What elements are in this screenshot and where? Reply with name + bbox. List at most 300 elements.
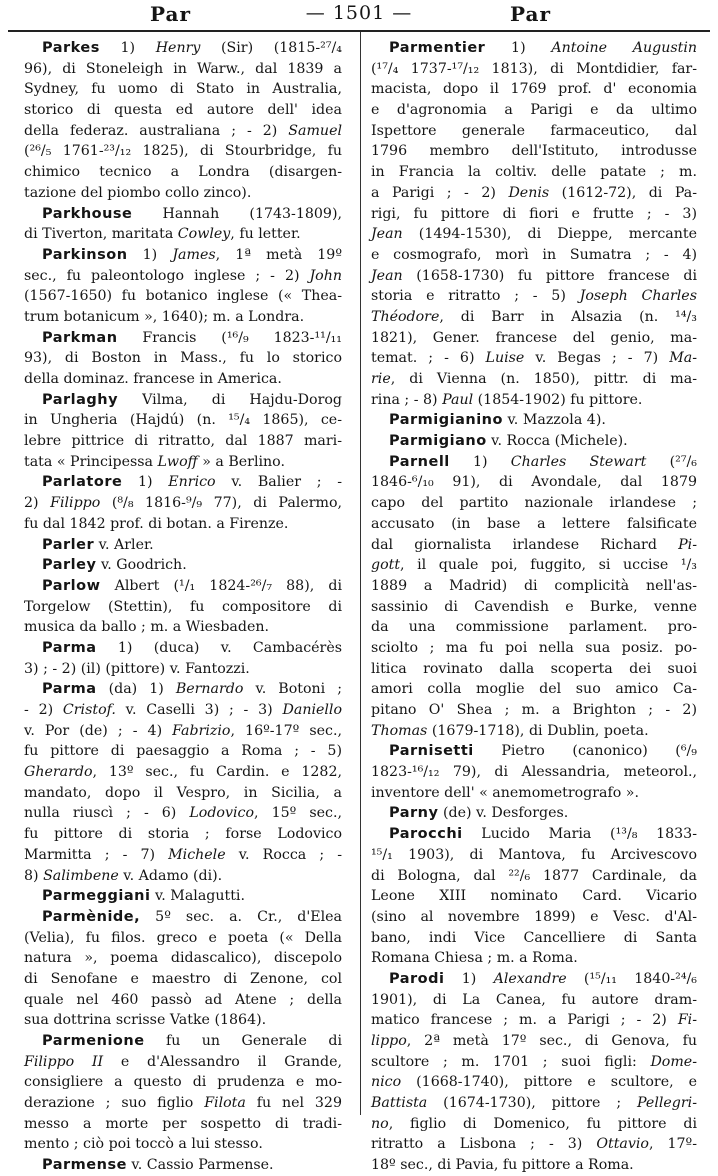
text-line	[24, 762, 342, 783]
text-segment: , 17º-	[648, 1136, 697, 1153]
text-segment: rigi, fu pittore di fiori e frutte ; - 3)	[371, 205, 697, 222]
text-line	[24, 121, 342, 142]
italic-text: rie	[371, 371, 391, 387]
text-line	[371, 431, 697, 452]
text-segment: consigliere a questo di prudenza e mo-	[24, 1074, 342, 1091]
text-segment: (1494-1530), di Dieppe, mercante	[402, 226, 697, 243]
text-line	[24, 928, 342, 949]
text-segment: messo a morte per sospetto di tradi-	[24, 1115, 342, 1132]
text-segment: storia e ritratto ; - 5)	[371, 288, 580, 305]
text-segment: e cosmografo, morì in Sumatra ; - 4)	[371, 246, 697, 263]
text-segment: (²⁶/₅ 1761-²³/₁₂ 1825), di Stourbridge, fu	[24, 143, 342, 160]
text-line	[24, 948, 342, 969]
headword: Parmense	[42, 1157, 127, 1174]
text-segment: , figlio di Domenico, fu pittore di	[388, 1115, 697, 1132]
text-segment: (1567-1650) fu botanico inglese (« Thea-	[24, 288, 342, 305]
text-line	[371, 659, 697, 680]
headword: Parkinson	[42, 246, 128, 263]
text-segment: sciolto ; ma fu poi nella sua posiz. po-	[371, 639, 697, 656]
text-segment: in Ungheria (Hajdú) (n. ¹⁵/₄ 1865), ce-	[24, 412, 342, 429]
text-line	[24, 1114, 342, 1135]
header-rule	[8, 30, 710, 32]
text-line	[24, 1134, 342, 1155]
text-line	[371, 307, 697, 328]
text-line	[371, 535, 697, 556]
text-line	[371, 700, 697, 721]
text-segment: 93), di Boston in Mass., fu lo storico	[24, 350, 342, 367]
italic-text: Dome-	[650, 1053, 697, 1070]
text-segment: trum botanicum », 1640); m. a Londra.	[24, 308, 305, 325]
text-line	[371, 824, 697, 845]
text-line	[371, 162, 697, 183]
text-segment: natura », poema didascalico), discepolo	[24, 950, 342, 967]
text-line	[371, 845, 697, 866]
text-segment: , 16º-17º sec.,	[230, 722, 342, 739]
text-segment: 5º sec. a. Cr., d'Elea	[140, 908, 342, 925]
text-segment: accusato (in base a lettere falsificate	[371, 515, 697, 532]
text-segment: della dominaz. francese in America.	[24, 371, 282, 387]
text-line	[24, 493, 342, 514]
text-segment: 1)	[127, 246, 173, 263]
text-segment: (sino al novembre 1899) e Vesc. d'Al-	[371, 908, 697, 925]
text-segment: quale nel 460 passò ad Atene ; della	[24, 991, 342, 1008]
text-line	[371, 638, 697, 659]
text-line	[371, 886, 697, 907]
text-segment: v. Rocca ; -	[225, 846, 342, 863]
italic-text: Cristof.	[62, 702, 116, 718]
italic-text: Ottavio	[596, 1136, 649, 1153]
text-segment: scultore ; m. 1701 ; suoi figli:	[371, 1053, 651, 1070]
text-line	[24, 286, 342, 307]
headword: Parma	[42, 681, 97, 698]
text-line	[371, 783, 697, 804]
text-line	[371, 369, 697, 390]
text-segment: fu dal 1842 prof. di botan. a Firenze.	[24, 515, 289, 532]
text-line	[24, 79, 342, 100]
text-line	[371, 1155, 697, 1176]
italic-text: Ma-	[669, 350, 697, 367]
italic-text: Jean	[371, 267, 403, 284]
text-segment: 3) ; - 2) (il) (pittore) v. Fantozzi.	[24, 660, 250, 677]
text-line	[24, 410, 342, 431]
italic-text: Michele	[168, 846, 226, 863]
italic-text: Filippo	[50, 495, 101, 512]
text-line	[24, 679, 342, 700]
text-segment: 1901), di La Canea, fu autore dram-	[371, 991, 697, 1008]
text-line	[371, 328, 697, 349]
text-segment: , di Vienna (n. 1850), pittr. di ma-	[390, 371, 697, 387]
text-segment: v. Adamo (di).	[118, 867, 223, 884]
text-segment: bano, indi Vice Cancelliere di Santa	[371, 929, 697, 946]
text-line	[371, 576, 697, 597]
text-line	[371, 121, 697, 142]
text-segment: musica da ballo ; m. a Wiesbaden.	[24, 619, 269, 636]
text-segment: amori colla moglie del suo amico Ca-	[371, 681, 697, 698]
text-segment: rina ; - 8)	[371, 391, 443, 408]
text-segment: di Senofane e maestro di Zenone, col	[24, 970, 342, 987]
text-line	[24, 328, 342, 349]
text-segment: , fu letter.	[230, 226, 301, 243]
text-segment: v. Botoni ;	[243, 681, 342, 698]
italic-text: Gherardo	[24, 764, 93, 781]
text-line	[24, 162, 342, 183]
text-segment: (1854-1902) fu pittore.	[473, 391, 643, 408]
text-segment: 1889 a Madrid) di complicità nell'as-	[371, 577, 697, 594]
text-line	[24, 886, 342, 907]
text-line	[371, 514, 697, 535]
text-segment: sua dottrina scrisse Vatke (1864).	[24, 1012, 267, 1029]
text-segment: inventore dell' « anemometrografo ».	[371, 784, 639, 801]
text-line	[371, 410, 697, 431]
text-line	[24, 245, 342, 266]
text-line	[24, 617, 342, 638]
header-right-guideword: Par	[510, 2, 551, 26]
text-line	[371, 224, 697, 245]
headword: Parkman	[42, 329, 118, 346]
header-left-guideword: Par	[150, 2, 191, 26]
text-segment: 1823-¹⁶/₁₂ 79), di Alessandria, meteorol.,	[371, 764, 697, 781]
text-segment: e d'Alessandro il Grande,	[103, 1053, 342, 1070]
text-line	[24, 307, 342, 328]
text-segment: temat. ; - 6)	[371, 350, 486, 367]
text-segment: 1)	[122, 474, 169, 491]
text-line	[24, 907, 342, 928]
text-line	[371, 866, 697, 887]
italic-text: Daniello	[282, 702, 343, 718]
text-segment: storico di questa ed autore dell' idea	[24, 102, 342, 119]
text-segment: (¹⁷/₄ 1737-¹⁷/₁₂ 1813), di Montdidier, far-	[371, 60, 697, 77]
text-segment: v. Malagutti.	[150, 888, 245, 905]
text-line	[371, 1134, 697, 1155]
text-segment: Torgelow (Stettin), fu compositore di	[24, 598, 342, 615]
text-line	[24, 638, 342, 659]
text-line	[24, 700, 342, 721]
italic-text: gott	[371, 557, 401, 574]
text-segment: (¹⁵/₁₁ 1840-²⁴/₆	[566, 970, 697, 987]
headword: Parnisetti	[389, 743, 474, 760]
text-segment: Francis (¹⁶/₉ 1823-¹¹/₁₁	[117, 329, 342, 346]
text-line	[371, 928, 697, 949]
text-segment: » a Berlino.	[197, 453, 285, 470]
text-segment: (1658-1730) fu pittore francese di	[402, 267, 697, 284]
text-line	[371, 597, 697, 618]
text-line	[371, 183, 697, 204]
text-line	[371, 348, 697, 369]
text-segment: , 13º sec., fu Cardin. e 1282,	[92, 764, 342, 781]
text-segment: (Velia), fu filos. greco e poeta (« Della	[24, 929, 342, 946]
text-segment: v. Rocca (Michele).	[486, 433, 628, 450]
text-segment: e d'agronomia a Parigi e da ultimo	[371, 102, 697, 119]
headword: Parny	[389, 805, 439, 822]
text-segment: da una commissione parlament. pro-	[371, 619, 697, 636]
text-line	[371, 555, 697, 576]
headword: Parlaghy	[42, 391, 119, 408]
italic-text: Paul	[442, 391, 474, 408]
headword: Parmigiano	[389, 433, 487, 450]
text-line	[371, 948, 697, 969]
text-segment: v. Por (de) ; - 4)	[24, 722, 173, 739]
text-segment: 8)	[24, 867, 44, 884]
text-segment: (²⁷/₆	[646, 453, 697, 470]
text-segment: - 2)	[24, 702, 63, 718]
text-line	[24, 783, 342, 804]
italic-text: Battista	[371, 1095, 428, 1112]
headword: Parmentier	[389, 40, 486, 56]
text-line	[371, 286, 697, 307]
text-line	[371, 721, 697, 742]
italic-text: Enrico	[168, 474, 216, 491]
text-segment: Albert (¹/₁ 1824-²⁶/₇ 88), di	[100, 577, 342, 594]
left-column	[24, 38, 342, 1176]
text-segment: Pietro (canonico) (⁶/₉	[473, 743, 697, 760]
text-segment: , 2ª metà 17º sec., di Genova, fu	[406, 1033, 697, 1049]
text-segment: (1674-1730), pittore ;	[427, 1095, 638, 1112]
text-line	[24, 555, 342, 576]
text-segment: , 15º sec.,	[254, 805, 342, 822]
text-segment: 1846-⁶/₁₀ 91), di Avondale, dal 1879	[371, 474, 697, 491]
text-segment: v. Arler.	[94, 536, 154, 553]
text-line	[371, 803, 697, 824]
text-segment: (⁸/₈ 1816-⁹/₉ 77), di Palermo,	[100, 495, 342, 512]
text-segment: mandato, dopo il Vespro, in Sicilia, a	[24, 784, 342, 801]
italic-text: Samuel	[288, 122, 342, 139]
headword: Parlatore	[42, 474, 123, 491]
text-line	[371, 1072, 697, 1093]
text-line	[24, 1072, 342, 1093]
text-segment: 1)	[485, 40, 552, 56]
text-segment: v. Goodrich.	[96, 557, 187, 574]
text-segment: , di Barr in Alsazia (n. ¹⁴/₃	[439, 308, 697, 325]
text-line	[371, 969, 697, 990]
text-line	[24, 38, 342, 59]
text-segment: 1)	[449, 453, 511, 470]
text-line	[24, 224, 342, 245]
text-segment: nulla riuscì ; - 6)	[24, 805, 190, 822]
italic-text: Fi-	[677, 1012, 697, 1029]
italic-text: Henry	[155, 40, 201, 56]
italic-text: Fabrizio	[172, 722, 231, 739]
text-segment: (Sir) (1815-²⁷/₄	[200, 40, 342, 56]
headword: Parkes	[42, 40, 100, 56]
italic-text: Antoine Augustin	[551, 40, 697, 56]
headword: Parmeggiani	[42, 888, 151, 905]
italic-text: Théodore	[371, 308, 440, 325]
text-segment: 18º sec., di Pavia, fu pittore a Roma.	[371, 1157, 634, 1174]
text-segment: ritratto a Lisbona ; - 3)	[371, 1136, 597, 1153]
text-segment: di Tiverton, maritata	[24, 226, 178, 243]
italic-text: Denis	[508, 184, 550, 201]
page-number: — 1501 —	[305, 2, 413, 24]
text-line	[371, 679, 697, 700]
italic-text: Alexandre	[493, 970, 567, 987]
text-line	[371, 493, 697, 514]
text-segment: della federaz. australiana ; - 2)	[24, 122, 289, 139]
text-segment: fu pittore di storia ; forse Lodovico	[24, 826, 342, 843]
text-segment: (da) 1)	[96, 681, 176, 698]
text-segment: v. Mazzola 4).	[502, 412, 606, 429]
text-line	[371, 1114, 697, 1135]
text-line	[371, 266, 697, 287]
text-line	[371, 38, 697, 59]
text-line	[371, 204, 697, 225]
text-segment: derazione ; suo figlio	[24, 1095, 205, 1112]
text-line	[24, 990, 342, 1011]
text-line	[24, 659, 342, 680]
text-segment: 1796 membro dell'Istituto, introdusse	[371, 143, 697, 160]
text-segment: mento ; ciò poi toccò a lui stesso.	[24, 1136, 263, 1153]
text-segment: 1821), Gener. francese del genio, ma-	[371, 329, 697, 346]
text-segment: chimico tecnico a Londra (disargen-	[24, 164, 342, 181]
text-line	[24, 741, 342, 762]
text-line	[371, 141, 697, 162]
text-segment: sec., fu paleontologo inglese ; - 2)	[24, 267, 310, 284]
text-line	[24, 348, 342, 369]
italic-text: Pellegri-	[637, 1095, 697, 1112]
text-segment: Marmitta ; - 7)	[24, 846, 169, 863]
italic-text: Cowley	[177, 226, 231, 243]
text-line	[371, 741, 697, 762]
text-line	[24, 845, 342, 866]
text-segment: Hannah (1743-1809),	[132, 205, 342, 222]
italic-text: lippo	[371, 1033, 407, 1049]
text-segment: litica rovinato dalla scoperta dei suoi	[371, 660, 697, 677]
italic-text: Joseph Charles	[579, 288, 697, 305]
text-segment: v. Cassio Parmense.	[126, 1157, 274, 1174]
text-segment: 2)	[24, 495, 51, 512]
text-line	[24, 514, 342, 535]
italic-text: Salimbene	[43, 867, 119, 884]
text-segment: tata « Principessa	[24, 453, 158, 470]
text-segment: 96), di Stoneleigh in Warw., dal 1839 a	[24, 60, 342, 77]
text-line	[371, 990, 697, 1011]
text-segment: , 1ª metà 19º	[215, 246, 342, 263]
headword: Parler	[42, 536, 95, 553]
text-segment: v. Caselli 3) ; - 3)	[115, 702, 283, 718]
italic-text: no	[371, 1115, 389, 1132]
text-line	[24, 803, 342, 824]
text-line	[24, 204, 342, 225]
italic-text: nico	[371, 1074, 402, 1091]
text-line	[24, 369, 342, 390]
text-line	[24, 721, 342, 742]
headword: Parlow	[42, 577, 101, 594]
text-line	[24, 431, 342, 452]
text-segment: fu pittore di paesaggio a Roma ; - 5)	[24, 743, 342, 760]
text-segment: tazione del piombo collo zinco).	[24, 184, 252, 201]
text-line	[24, 59, 342, 80]
headword: Parma	[42, 639, 97, 656]
text-line	[24, 141, 342, 162]
text-line	[24, 824, 342, 845]
text-line	[24, 866, 342, 887]
text-segment: di Bologna, dal ²²/₆ 1877 Cardinale, da	[371, 867, 697, 884]
text-segment: macista, dopo il 1769 prof. d' economia	[371, 81, 697, 98]
text-segment: (1668-1740), pittore e scultore, e	[401, 1074, 697, 1091]
text-segment: Vilma, di Hajdu-Dorog	[118, 391, 342, 408]
italic-text: Charles Stewart	[510, 453, 647, 470]
italic-text: Bernardo	[175, 681, 244, 698]
text-segment: pitano O' Shea ; m. a Brighton ; - 2)	[371, 702, 697, 718]
text-line	[24, 1052, 342, 1073]
text-line	[24, 535, 342, 556]
text-line	[371, 762, 697, 783]
headword: Parnell	[389, 453, 450, 470]
text-line	[371, 472, 697, 493]
headword: Parmenione	[42, 1033, 145, 1049]
italic-text: James	[172, 246, 216, 263]
text-line	[24, 1093, 342, 1114]
text-line	[24, 183, 342, 204]
text-line	[371, 59, 697, 80]
text-line	[371, 617, 697, 638]
text-segment: Leone XIII nominato Card. Vicario	[371, 888, 697, 905]
text-line	[24, 266, 342, 287]
text-line	[371, 100, 697, 121]
text-line	[24, 472, 342, 493]
text-line	[371, 1052, 697, 1073]
text-segment: v. Begas ; - 7)	[524, 350, 670, 367]
text-line	[371, 245, 697, 266]
headword: Parocchi	[389, 826, 463, 843]
italic-text: Lwoff	[157, 453, 198, 470]
text-line	[371, 1093, 697, 1114]
text-line	[371, 907, 697, 928]
column-divider	[360, 32, 361, 1115]
text-segment: 1)	[444, 970, 494, 987]
italic-text: Filota	[204, 1095, 246, 1112]
text-line	[371, 1010, 697, 1031]
text-line	[24, 969, 342, 990]
italic-text: Filippo II	[24, 1053, 104, 1070]
text-segment: matico francese ; m. a Parigi ; - 2)	[371, 1012, 678, 1029]
text-segment: , il quale poi, fuggito, si uccise ¹/₃	[400, 557, 697, 574]
text-segment: ¹⁵/₁ 1903), di Mantova, fu Arcivescovo	[371, 846, 697, 863]
text-segment: (1612-72), di Pa-	[549, 184, 698, 201]
italic-text: Lodovico	[189, 805, 255, 822]
text-segment: fu nel 329	[245, 1095, 342, 1112]
text-line	[24, 100, 342, 121]
text-line	[24, 452, 342, 473]
italic-text: Pi-	[678, 536, 697, 553]
text-line	[371, 79, 697, 100]
text-segment: a Parigi ; - 2)	[371, 184, 509, 201]
text-segment: Romana Chiesa ; m. a Roma.	[371, 950, 578, 967]
text-segment: (1679-1718), di Dublin, poeta.	[427, 722, 649, 739]
text-segment: lebre pittrice di ritratto, dal 1887 mari-	[24, 433, 342, 450]
text-line	[24, 1031, 342, 1052]
text-segment: (de) v. Desforges.	[438, 805, 569, 822]
text-segment: in Francia la coltiv. delle patate ; m.	[371, 164, 697, 181]
text-line	[371, 1031, 697, 1052]
headword: Parmènide,	[42, 908, 141, 925]
text-segment: 1) (duca) v. Cambacérès	[96, 639, 342, 656]
italic-text: Luise	[485, 350, 525, 367]
text-segment: fu un Generale di	[144, 1033, 342, 1049]
headword: Parodi	[389, 970, 445, 987]
headword: Parley	[42, 557, 97, 574]
italic-text: Jean	[371, 226, 403, 243]
text-segment: Sydney, fu uomo di Stato in Australia,	[24, 81, 342, 98]
text-line	[24, 597, 342, 618]
text-line	[24, 576, 342, 597]
headword: Parkhouse	[42, 205, 133, 222]
page-header	[0, 0, 718, 28]
text-segment: capo del partito nazionale irlandese ;	[371, 495, 697, 512]
text-segment: v. Balier ; -	[215, 474, 342, 491]
text-segment: 1)	[99, 40, 156, 56]
text-segment: Lucido Maria (¹³/₈ 1833-	[462, 826, 697, 843]
headword: Parmigianino	[389, 412, 503, 429]
